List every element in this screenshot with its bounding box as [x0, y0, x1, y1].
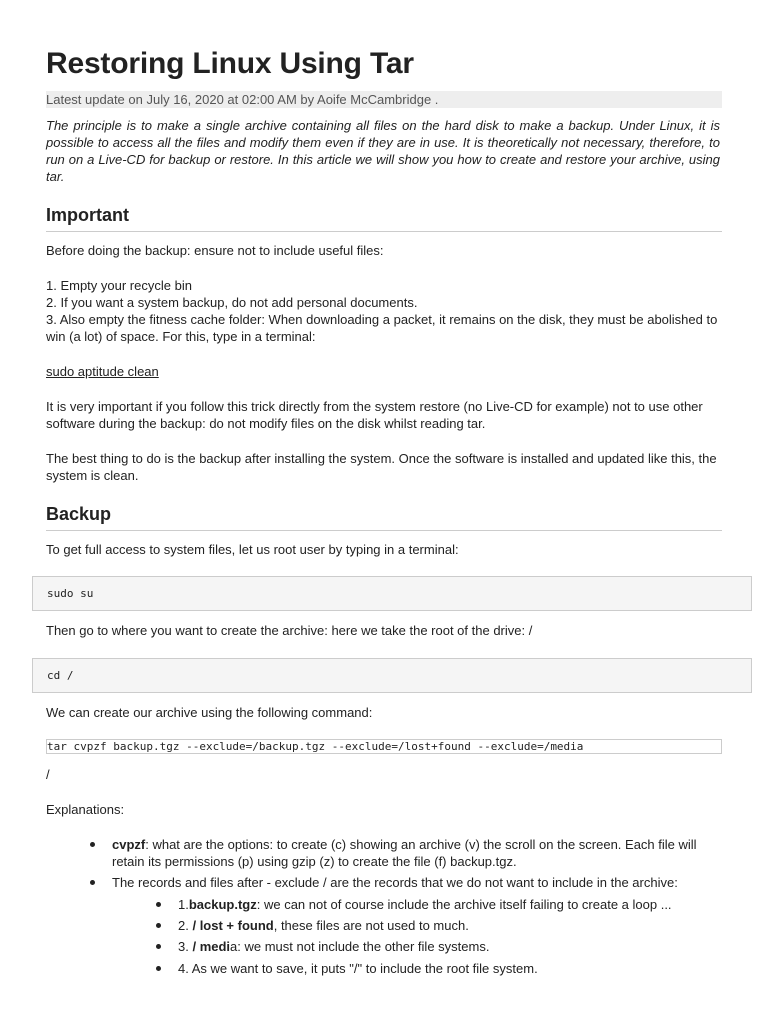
important-paragraph-2: The best thing to do is the backup after installing the system. Once the software is installed and updated like this, the system is clean. [46, 451, 717, 483]
list-item [178, 896, 718, 913]
code-block-sudo-su: sudo su [32, 576, 752, 611]
sub-item-text: a: we must not include the other file systems. [230, 939, 490, 954]
list-item [112, 836, 722, 870]
page-title: Restoring Linux Using Tar [46, 47, 414, 80]
option-description: : what are the options: to create (c) showing an archive (v) the scroll on the screen. Each file will retain its permissions (p) using gzip (z) to create the file (f) backup.tgz. [112, 837, 697, 869]
sub-item-number: 2. [178, 918, 193, 933]
bullet-icon [156, 966, 161, 971]
sub-item-path: backup.tgz [188, 897, 257, 912]
bullet-icon [156, 923, 161, 928]
code-block-cd: cd / [32, 658, 752, 693]
list-item [178, 917, 718, 934]
sub-item-text: : we can not of course include the archive itself failing to create a loop ... [256, 897, 672, 912]
sub-item-path: / medi [192, 939, 231, 954]
sub-item-number: 3. [178, 939, 193, 954]
bullet-icon [156, 944, 161, 949]
tar-slash: / [46, 767, 50, 782]
code-line-tar: tar cvpzf backup.tgz --exclude=/backup.tgz --exclude=/lost+found --exclude=/media [46, 739, 722, 754]
sub-item-number: 1. [178, 897, 189, 912]
list-item [178, 960, 718, 977]
list-item [178, 938, 718, 955]
option-name: cvpzf [112, 837, 146, 852]
important-intro: Before doing the backup: ensure not to include useful files: [46, 243, 384, 258]
bullet-icon [156, 902, 161, 907]
explanations-label: Explanations: [46, 802, 125, 817]
aptitude-command: sudo aptitude clean [46, 364, 159, 379]
backup-paragraph-2: Then go to where you want to create the archive: here we take the root of the drive: / [46, 623, 533, 638]
section-heading-backup: Backup [46, 502, 722, 531]
sub-item-path: / lost + found [192, 918, 274, 933]
sub-item-text: , these files are not used to much. [273, 918, 469, 933]
sub-item-text: 4. As we want to save, it puts "/" to include the root file system. [178, 961, 538, 976]
bullet-icon [90, 880, 95, 885]
important-item-1: 1. Empty your recycle bin [46, 278, 192, 293]
important-item-2: 2. If you want a system backup, do not add personal documents. [46, 295, 418, 310]
important-item-3: 3. Also empty the fitness cache folder: When downloading a packet, it remains on the disk, they must be abolished to win (a lot) of space. For this, type in a terminal: [46, 312, 718, 344]
backup-paragraph-1: To get full access to system files, let us root user by typing in a terminal: [46, 542, 459, 557]
bullet-icon [90, 842, 95, 847]
intro-paragraph: The principle is to make a single archive containing all files on the hard disk to make a backup. Under Linux, it is possible to access all the files and modify them even if they are in use. It is theoretically not necessary, therefore, to run on a Live-CD for backup or restore. In this article we will show you how to create and restore your archive, using tar. [46, 118, 720, 184]
exclude-description: The records and files after - exclude / are the records that we do not want to include in the archive: [112, 875, 678, 890]
backup-paragraph-3: We can create our archive using the following command: [46, 705, 373, 720]
list-item [112, 874, 722, 891]
update-meta: Latest update on July 16, 2020 at 02:00 AM by Aoife McCambridge . [46, 91, 722, 108]
section-heading-important: Important [46, 203, 722, 232]
important-paragraph-1: It is very important if you follow this trick directly from the system restore (no Live-CD for example) not to use other software during the backup: do not modify files on the disk whilst reading tar. [46, 399, 703, 431]
